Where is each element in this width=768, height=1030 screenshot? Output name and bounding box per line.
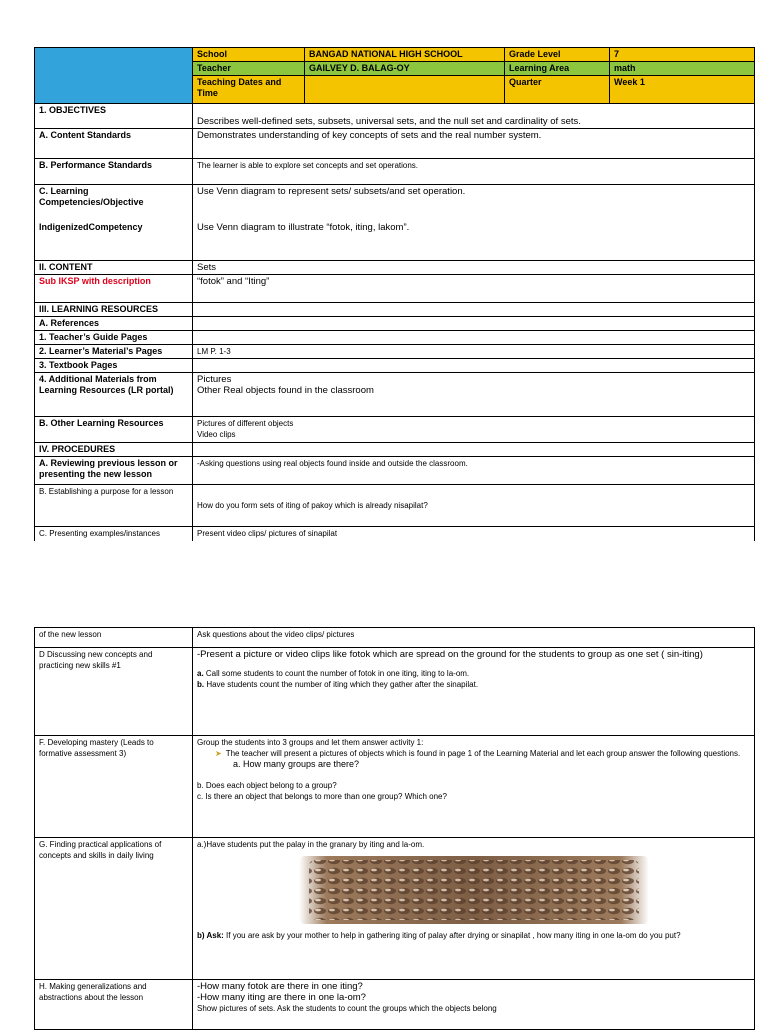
tb-value: [193, 359, 755, 373]
discuss-value-1: -Present a picture or video clips like fotok which are spread on the ground for the students to group as one set ( sin-iting): [197, 649, 703, 660]
grade-value: 7: [610, 48, 755, 62]
purpose-value: How do you form sets of iting of pakoy which is already nisapilat?: [193, 485, 755, 527]
practical-ask-text: If you are ask by your mother to help in gathering iting of palay after drying or sinapilat , how many iting in one la-om do you put?: [223, 931, 681, 940]
iksp-value: “fotok” and “Iting”: [193, 275, 755, 303]
gen-value-2: -How many iting are there in one la-om?: [197, 992, 366, 1003]
content-label: II. CONTENT: [35, 261, 193, 275]
teacher-label: Teacher: [193, 62, 305, 76]
page-1: [34, 47, 754, 541]
competency-cell: [35, 185, 193, 261]
tb-label: 3. Textbook Pages: [35, 359, 193, 373]
dates-label: Teaching Dates and Time: [193, 76, 305, 104]
gen-value-3: Show pictures of sets. Ask the students to count the groups which the objects belong: [197, 1004, 497, 1013]
indig-value: Use Venn diagram to illustrate “fotok, iting, lakom”.: [197, 222, 410, 233]
dll-table-1: [34, 47, 755, 541]
competency-value-cell: [193, 185, 755, 261]
discuss-b-text: Have students count the number of iting which they gather after the sinapilat.: [204, 680, 479, 689]
teacher-value: GAILVEY D. BALAG-OY: [305, 62, 505, 76]
practical-ask-prefix: b) Ask:: [197, 931, 224, 940]
purpose-label: B. Establishing a purpose for a lesson: [35, 485, 193, 527]
iksp-label: Sub IKSP with description: [35, 275, 193, 303]
addl-value-cell: [193, 373, 755, 417]
discuss-a-text: Call some students to count the number of fotok in one iting, iting to la-om.: [203, 669, 470, 678]
palay-bundles-image: [299, 856, 649, 924]
competency-value: Use Venn diagram to represent sets/ subsets/and set operation.: [197, 186, 466, 197]
references-value: [193, 317, 755, 331]
presenting-value: Present video clips/ pictures of sinapilat: [193, 527, 755, 541]
area-label: Learning Area: [505, 62, 610, 76]
lm-label: 2. Learner’s Material’s Pages: [35, 345, 193, 359]
mastery-b: b. Does each object belong to a group?: [197, 781, 337, 790]
lm-value: LM P. 1-3: [193, 345, 755, 359]
tg-value: [193, 331, 755, 345]
mastery-c: c. Is there an object that belongs to more than one group? Which one?: [197, 792, 447, 801]
cont-value: Ask questions about the video clips/ pictures: [193, 628, 755, 648]
mastery-a: a. How many groups are there?: [233, 759, 360, 769]
area-value: math: [610, 62, 755, 76]
gen-value-cell: [193, 980, 755, 1030]
content-std-value: Demonstrates understanding of key concepts of sets and the real number system.: [193, 129, 755, 159]
procedures-value: [193, 443, 755, 457]
discuss-label: D Discussing new concepts and practicing new skills #1: [35, 648, 193, 736]
gen-label: H. Making generalizations and abstractions about the lesson: [35, 980, 193, 1030]
grade-label: Grade Level: [505, 48, 610, 62]
other-label: B. Other Learning Resources: [35, 417, 193, 443]
content-value: Sets: [193, 261, 755, 275]
practical-label: G. Finding practical applications of concepts and skills in daily living: [35, 838, 193, 980]
competency-label: C. Learning Competencies/Objective: [39, 186, 144, 207]
review-label: A. Reviewing previous lesson or presenting the new lesson: [35, 457, 193, 485]
discuss-a: [197, 668, 750, 679]
bullet-arrow-icon: ➤: [215, 749, 222, 758]
practical-value: a.)Have students put the palay in the granary by iting and la-om.: [197, 840, 425, 849]
mastery-bullet-row: [197, 748, 750, 759]
header-blank: [35, 48, 193, 104]
perf-std-label: B. Performance Standards: [35, 159, 193, 185]
practical-ask: [197, 930, 750, 941]
content-std-label: A. Content Standards: [35, 129, 193, 159]
mastery-bullet: The teacher will present a pictures of objects which is found in page 1 of the Learning Material and let each group answer the following questions.: [225, 749, 741, 758]
resources-value: [193, 303, 755, 317]
quarter-label: Quarter: [505, 76, 610, 104]
discuss-a-prefix: a.: [197, 669, 204, 678]
mastery-value-cell: [193, 736, 755, 838]
dates-value: [305, 76, 505, 104]
objectives-label: 1. OBJECTIVES: [35, 104, 193, 129]
discuss-b: [197, 679, 750, 690]
school-label: School: [193, 48, 305, 62]
mastery-value-1: Group the students into 3 groups and let them answer activity 1:: [197, 738, 424, 747]
addl-value-1: Pictures: [197, 374, 232, 385]
procedures-label: IV. PROCEDURES: [35, 443, 193, 457]
references-label: A. References: [35, 317, 193, 331]
discuss-value-cell: [193, 648, 755, 736]
cont-label: of the new lesson: [35, 628, 193, 648]
other-value-cell: [193, 417, 755, 443]
gen-value-1: -How many fotok are there in one iting?: [197, 981, 363, 992]
addl-value-2: Other Real objects found in the classroom: [197, 385, 374, 396]
addl-label: 4. Additional Materials from Learning Resources (LR portal): [35, 373, 193, 417]
discuss-b-prefix: b.: [197, 680, 205, 689]
review-value: -Asking questions using real objects found inside and outside the classroom.: [193, 457, 755, 485]
dll-table-2: [34, 627, 755, 1030]
indig-label: IndigenizedCompetency: [39, 222, 143, 232]
presenting-label: C. Presenting examples/instances: [35, 527, 193, 541]
other-value-2: Video clips: [197, 430, 236, 439]
mastery-label: F. Developing mastery (Leads to formative assessment 3): [35, 736, 193, 838]
perf-std-value: The learner is able to explore set concepts and set operations.: [193, 159, 755, 185]
resources-label: III. LEARNING RESOURCES: [35, 303, 193, 317]
practical-value-cell: [193, 838, 755, 980]
other-value-1: Pictures of different objects: [197, 419, 294, 428]
school-value: BANGAD NATIONAL HIGH SCHOOL: [305, 48, 505, 62]
page-2: [34, 627, 754, 1030]
objectives-value: Describes well-defined sets, subsets, universal sets, and the null set and cardinality of sets.: [193, 104, 755, 129]
quarter-value: Week 1: [610, 76, 755, 104]
tg-label: 1. Teacher’s Guide Pages: [35, 331, 193, 345]
